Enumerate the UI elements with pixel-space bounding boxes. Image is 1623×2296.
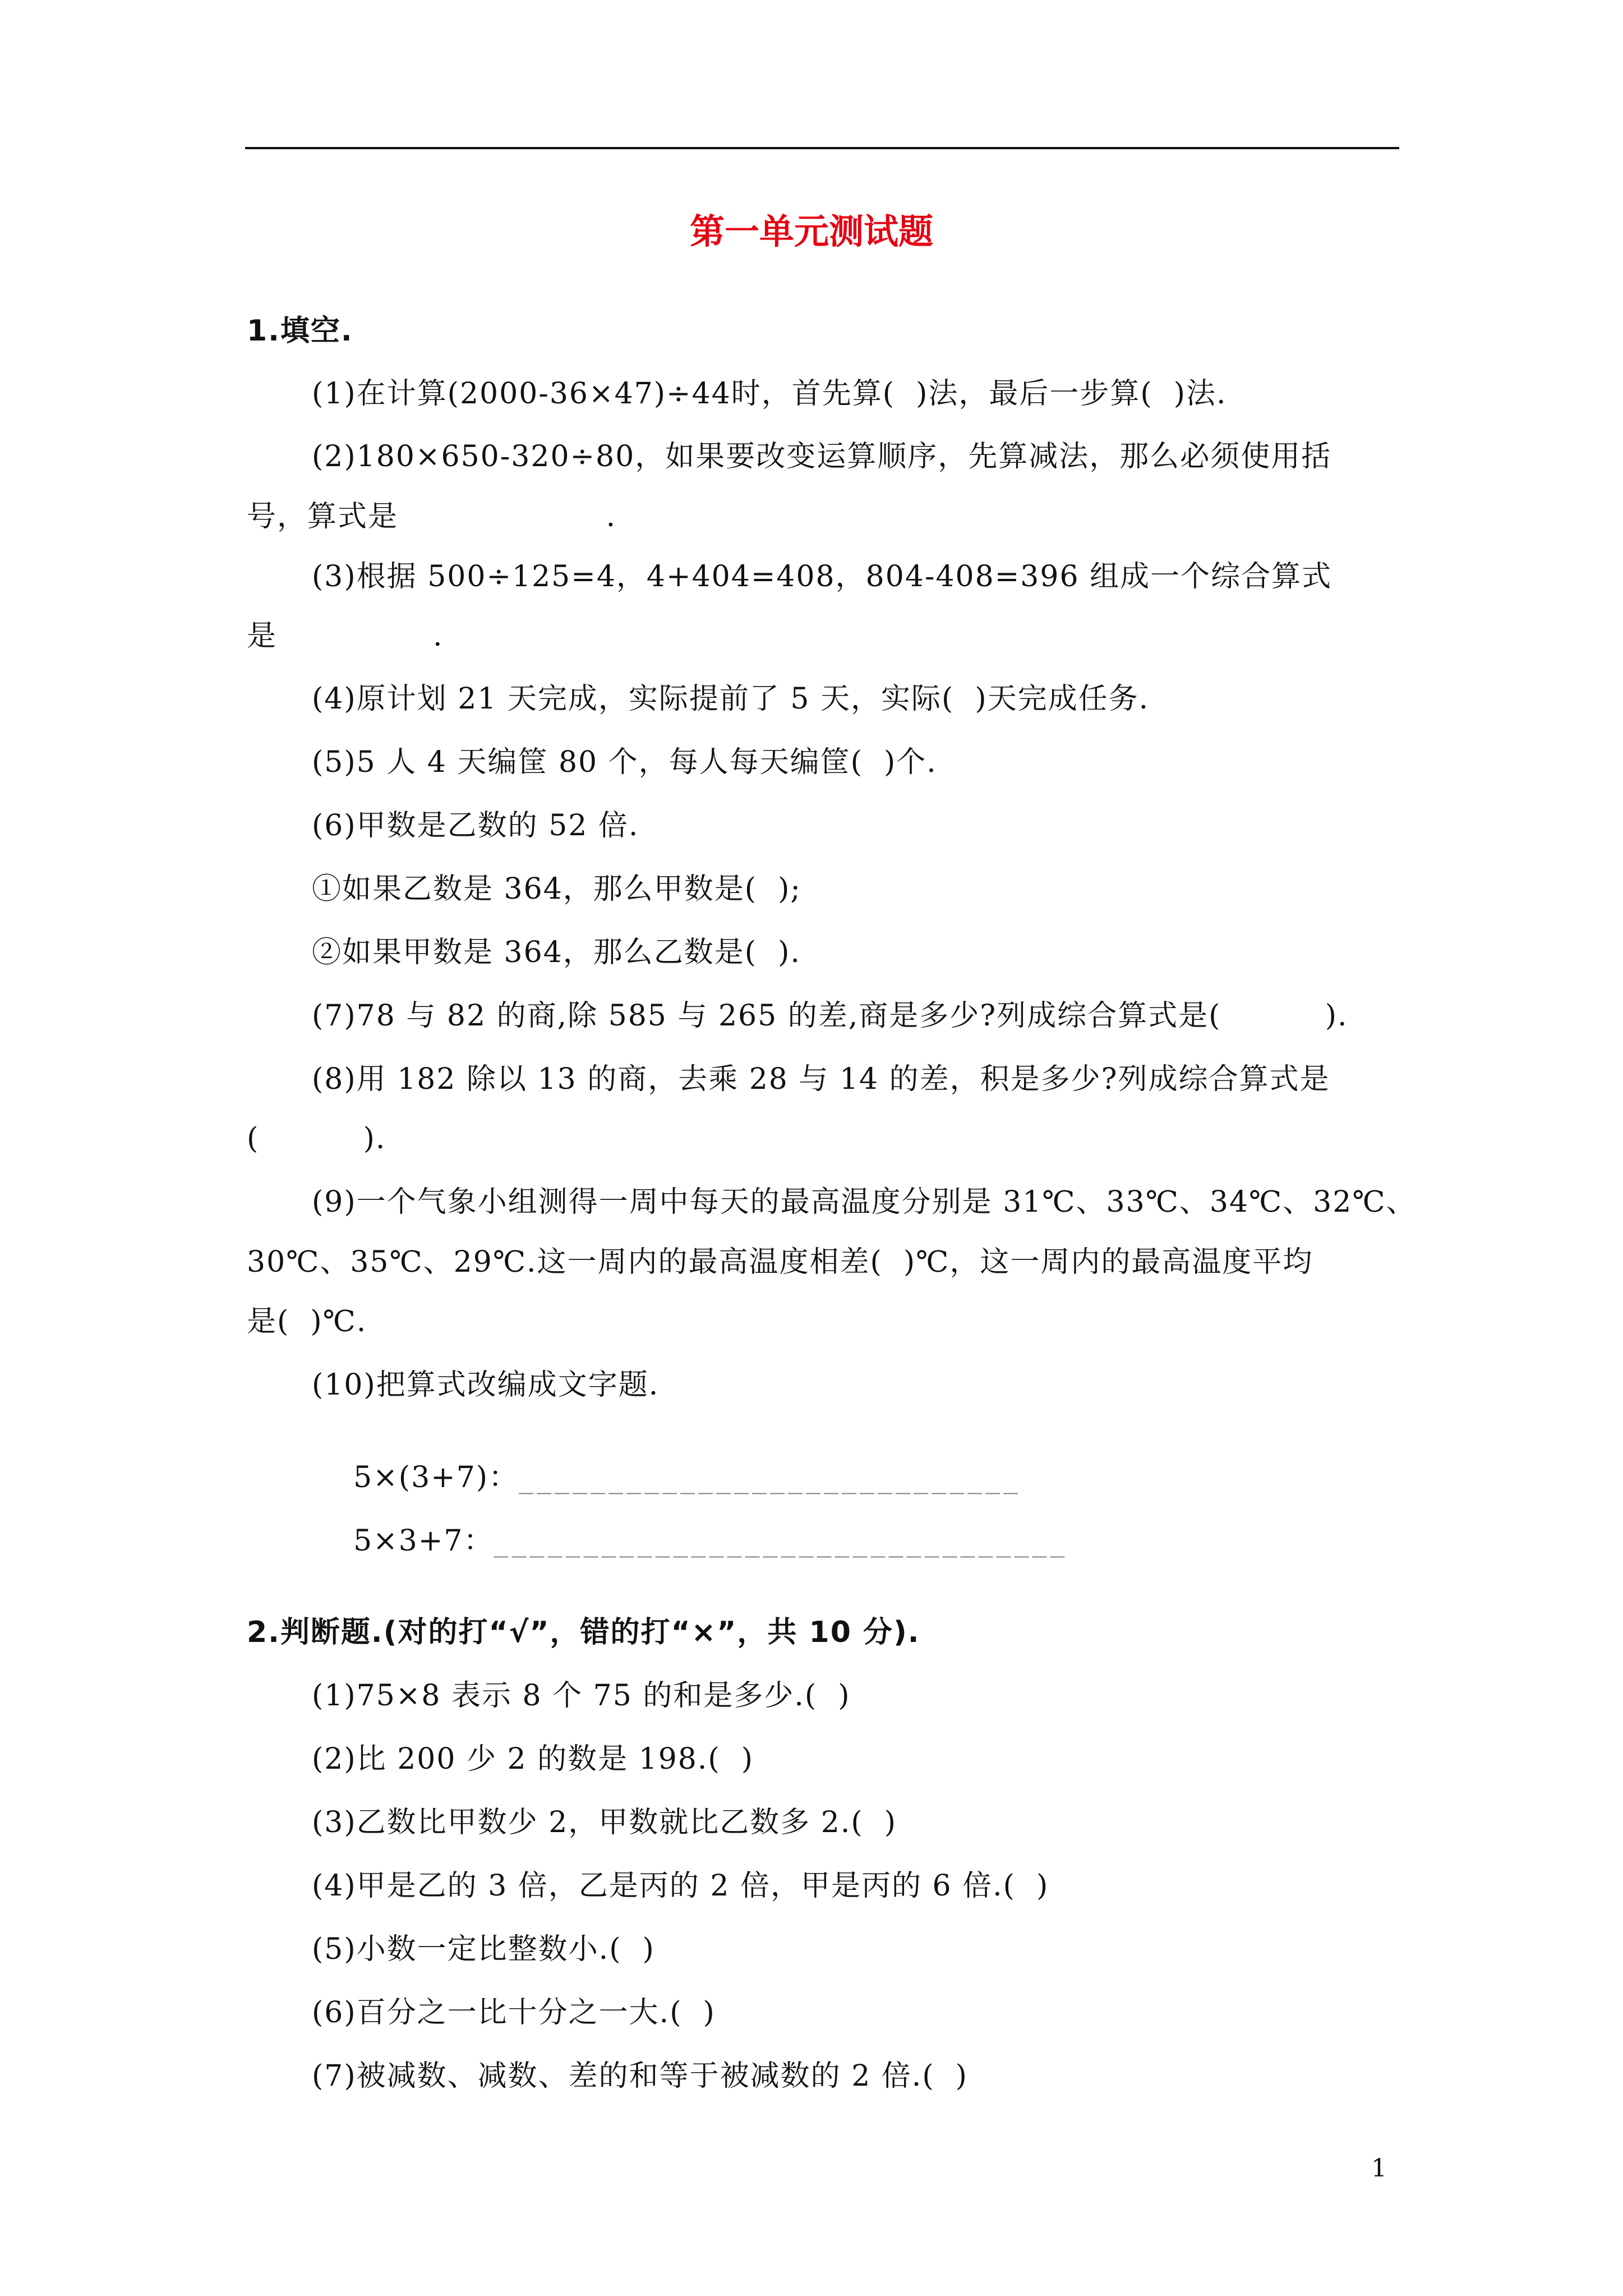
question-1-4: (4)原计划 21 天完成，实际提前了 5 天，实际( )天完成任务.	[312, 682, 1150, 716]
judge-item-3: (3)乙数比甲数少 2，甲数就比乙数多 2.( )	[312, 1806, 897, 1839]
section-heading-true-false: 2.判断题.(对的打“√”，错的打“×”，共 10 分).	[247, 1616, 920, 1649]
question-1-8-line2: ( ).	[247, 1122, 386, 1156]
question-1-5: (5)5 人 4 天编筐 80 个，每人每天编筐( )个.	[312, 746, 937, 779]
question-1-1: (1)在计算(2000-36×47)÷44时，首先算( )法，最后一步算( )法.	[312, 377, 1227, 411]
question-1-3-line1: (3)根据 500÷125=4，4+404=408，804-408=396 组成一个综合算式	[312, 560, 1332, 593]
expression-label: 5×(3+7)：	[353, 1461, 519, 1494]
judge-item-6: (6)百分之一比十分之一大.( )	[312, 1996, 716, 2030]
question-1-9-line1: (9)一个气象小组测得一周中每天的最高温度分别是 31℃、33℃、34℃、32℃、	[312, 1185, 1417, 1219]
question-1-6-b: ②如果甲数是 364，那么乙数是( ).	[312, 936, 801, 969]
header-rule	[245, 147, 1399, 149]
judge-item-7: (7)被减数、减数、差的和等于被减数的 2 倍.( )	[312, 2059, 968, 2093]
answer-blank: ________________________________	[494, 1524, 1068, 1558]
page-number: 1	[1371, 2154, 1387, 2183]
question-1-2-line2: 号，算式是 .	[247, 500, 617, 533]
question-1-3-line2: 是 .	[247, 619, 444, 653]
judge-item-2: (2)比 200 少 2 的数是 198.( )	[312, 1742, 754, 1776]
page-title: 第一单元测试题	[689, 211, 933, 252]
question-1-6: (6)甲数是乙数的 52 倍.	[312, 809, 639, 843]
question-1-6-a: ①如果乙数是 364，那么甲数是( );	[312, 872, 801, 906]
question-1-9-line2: 30℃、35℃、29℃.这一周内的最高温度相差( )℃，这一周内的最高温度平均	[247, 1245, 1313, 1279]
question-1-9-line3: 是( )℃.	[247, 1305, 367, 1338]
question-1-2-line1: (2)180×650-320÷80，如果要改变运算顺序，先算减法，那么必须使用括	[312, 440, 1332, 473]
judge-item-4: (4)甲是乙的 3 倍，乙是丙的 2 倍，甲是丙的 6 倍.( )	[312, 1869, 1049, 1903]
section-heading-fill-blank: 1.填空.	[247, 314, 353, 348]
judge-item-5: (5)小数一定比整数小.( )	[312, 1932, 655, 1966]
question-1-8-line1: (8)用 182 除以 13 的商，去乘 28 与 14 的差，积是多少?列成综合算式是	[312, 1062, 1330, 1096]
expression-label: 5×3+7：	[353, 1524, 494, 1558]
judge-item-1: (1)75×8 表示 8 个 75 的和是多少.( )	[312, 1679, 851, 1713]
question-1-7: (7)78 与 82 的商,除 585 与 265 的差,商是多少?列成综合算式是( ).	[312, 999, 1348, 1033]
answer-blank: ____________________________	[519, 1461, 1022, 1494]
question-1-10: (10)把算式改编成文字题.	[312, 1368, 660, 1402]
question-1-10-b	[312, 1497, 1068, 1585]
